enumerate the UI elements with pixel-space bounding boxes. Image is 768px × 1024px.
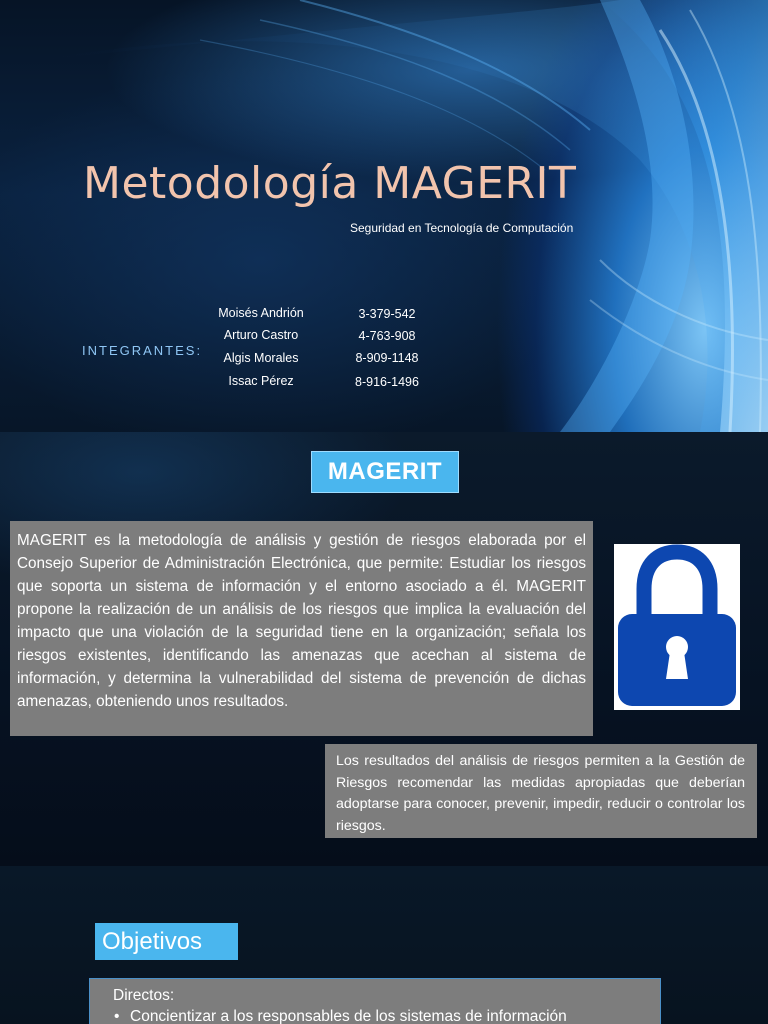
objectives-slide	[0, 866, 768, 1024]
member-id: 8-909-1148	[355, 351, 419, 365]
objectives-heading: Objetivos	[95, 923, 238, 960]
lock-icon	[614, 544, 740, 710]
presentation-title: Metodología MAGERIT	[83, 158, 577, 209]
objectives-box	[89, 978, 661, 1024]
member-id: 4-763-908	[358, 329, 416, 343]
objective-text: Concientizar a los responsables de los sistemas de información	[130, 1008, 567, 1024]
abstract-tunnel-background	[0, 0, 768, 432]
member-id: 3-379-542	[358, 307, 416, 321]
objectives-subheading: Directos:	[113, 987, 175, 1004]
lock-image	[614, 544, 740, 710]
bullet-icon: •	[114, 1008, 120, 1024]
member-name: Arturo Castro	[223, 328, 299, 342]
member-name: Algis Morales	[223, 351, 299, 365]
section-heading: MAGERIT	[311, 451, 459, 493]
member-name: Issac Pérez	[228, 374, 294, 388]
title-slide	[0, 0, 768, 432]
presentation-subtitle: Seguridad en Tecnología de Computación	[350, 221, 574, 235]
description-box: MAGERIT es la metodología de análisis y gestión de riesgos elaborada por el Consejo Superior de Administración Electrónica, que permite: Estudiar los riesgos que soporta un sistema de información y el entorno asociado a él. MAGERIT propone la realización de un análisis de los riesgos que implica la evaluación del impacto que una violación de la seguridad tiene en la organización; señala los riesgos existentes, identificando las amenazas que acechan al sistema de información, y determina la vulnerabilidad del sistema de prevención de dichas amenazas, obteniendo unos resultados.	[10, 521, 593, 736]
magerit-slide	[0, 432, 768, 866]
members-label: INTEGRANTES:	[82, 343, 203, 358]
member-name: Moisés Andrión	[218, 306, 304, 320]
member-id: 8-916-1496	[355, 375, 419, 389]
results-box: Los resultados del análisis de riesgos permiten a la Gestión de Riesgos recomendar las medidas apropiadas que deberían adoptarse para conocer, prevenir, impedir, reducir o controlar los riesgos.	[325, 744, 757, 838]
list-item	[114, 1006, 660, 1024]
